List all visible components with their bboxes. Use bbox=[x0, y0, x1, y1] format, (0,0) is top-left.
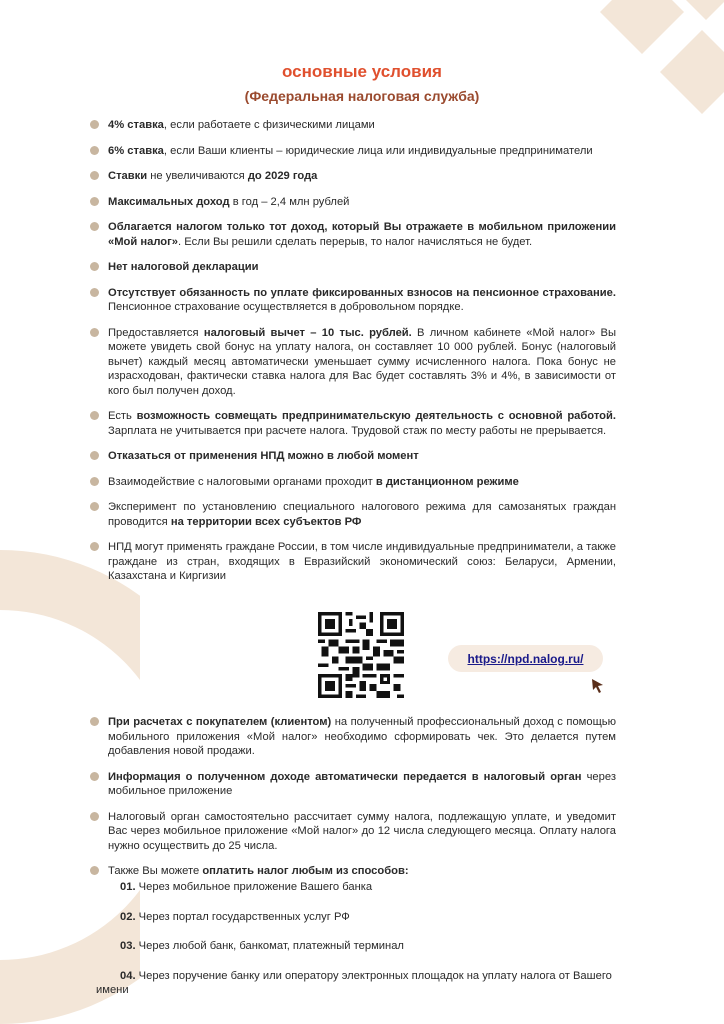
page-subtitle: (Федеральная налоговая служба) bbox=[244, 88, 480, 104]
bullet-icon bbox=[90, 146, 99, 155]
list-item: Есть возможность совмещать предпринимательскую деятельность с основной работой. Зарплата не учитывается при расчете налога. Трудовой стаж по месту работы не прерывается. bbox=[90, 409, 616, 438]
conditions-list-2 bbox=[90, 715, 616, 890]
bullet-icon bbox=[90, 542, 99, 551]
list-item: Эксперимент по установлению специального налогового режима для самозанятых граждан проводится на территории всех субъектов РФ bbox=[90, 500, 616, 529]
qr-code[interactable] bbox=[318, 612, 404, 698]
page-title: основные условия bbox=[282, 62, 442, 81]
list-item: Взаимодействие с налоговыми органами проходит в дистанционном режиме bbox=[90, 475, 616, 490]
bullet-icon bbox=[90, 328, 99, 337]
list-item: При расчетах с покупателем (клиентом) на полученный профессиональный доход с помощью мобильного приложения «Мой налог» необходимо сформировать чек. Это делается путем добавления новой продажи. bbox=[90, 715, 616, 759]
link-pill bbox=[448, 645, 603, 672]
list-item: Ставки не увеличиваются до 2029 года bbox=[90, 169, 616, 184]
conditions-list bbox=[90, 118, 616, 595]
list-item: Нет налоговой декларации bbox=[90, 260, 616, 275]
payment-method-item: 01. Через мобильное приложение Вашего банка bbox=[120, 881, 373, 893]
payment-method-item: 03. Через любой банк, банкомат, платежный терминал bbox=[120, 940, 404, 952]
bullet-icon bbox=[90, 262, 99, 271]
payment-method-item: 04. Через поручение банку или оператору электронных площадок на уплату налога от Вашего имени bbox=[96, 969, 612, 996]
list-item: Облагается налогом только тот доход, который Вы отражаете в мобильном приложении «Мой налог». Если Вы решили сделать перерыв, то налог начисляться не будет. bbox=[90, 220, 616, 249]
bullet-icon bbox=[90, 772, 99, 781]
bullet-icon bbox=[90, 866, 99, 875]
list-item: 4% ставка, если работаете с физическими лицами bbox=[90, 118, 616, 133]
bullet-icon bbox=[90, 222, 99, 231]
bullet-icon bbox=[90, 717, 99, 726]
list-item: Максимальных доход в год – 2,4 млн рублей bbox=[90, 195, 616, 210]
list-item: Информация о полученном доходе автоматически передается в налоговый орган через мобильное приложение bbox=[90, 770, 616, 799]
bullet-icon bbox=[90, 477, 99, 486]
list-item: Предоставляется налоговый вычет – 10 тыс. рублей. В личном кабинете «Мой налог» Вы можете увидеть свой бонус на уплату налога, он составляет 10 000 рублей. Бонус (налоговый вычет) каждый месяц автоматически уменьшает сумму исчисленного налога. Пока бонус не израсходован, фактически ставка налога для Вас будет составлять 3% и 4%, в зависимости от кого был получен доход. bbox=[90, 326, 616, 399]
list-item: Отказаться от применения НПД можно в любой момент bbox=[90, 449, 616, 464]
bullet-icon bbox=[90, 171, 99, 180]
bullet-icon bbox=[90, 288, 99, 297]
list-item: НПД могут применять граждане России, в том числе индивидуальные предприниматели, а также граждане из стран, входящих в Евразийский экономический союз: Беларуси, Армении, Казахстана и Киргизии bbox=[90, 540, 616, 584]
list-item: Налоговый орган самостоятельно рассчитает сумму налога, подлежащую уплате, и уведомит Вас через мобильное приложение «Мой налог» до 12 числа следующего месяца. Оплату налога нужно осуществить до 25 числа. bbox=[90, 810, 616, 854]
bullet-icon bbox=[90, 197, 99, 206]
payment-methods bbox=[96, 880, 616, 1013]
bullet-icon bbox=[90, 502, 99, 511]
bullet-icon bbox=[90, 120, 99, 129]
list-item: 6% ставка, если Ваши клиенты – юридические лица или индивидуальные предприниматели bbox=[90, 144, 616, 159]
cursor-arrow-icon bbox=[590, 677, 606, 695]
payment-method-item: 02. Через портал государственных услуг РФ bbox=[120, 910, 350, 923]
npd-link[interactable]: https://npd.nalog.ru/ bbox=[467, 652, 584, 666]
list-item: Отсутствует обязанность по уплате фиксированных взносов на пенсионное страхование. Пенсионное страхование осуществляется в добровольном порядке. bbox=[90, 286, 616, 315]
bullet-icon bbox=[90, 411, 99, 420]
bullet-icon bbox=[90, 812, 99, 821]
bullet-icon bbox=[90, 451, 99, 460]
list-item: Также Вы можете оплатить налог любым из способов: bbox=[90, 864, 616, 879]
